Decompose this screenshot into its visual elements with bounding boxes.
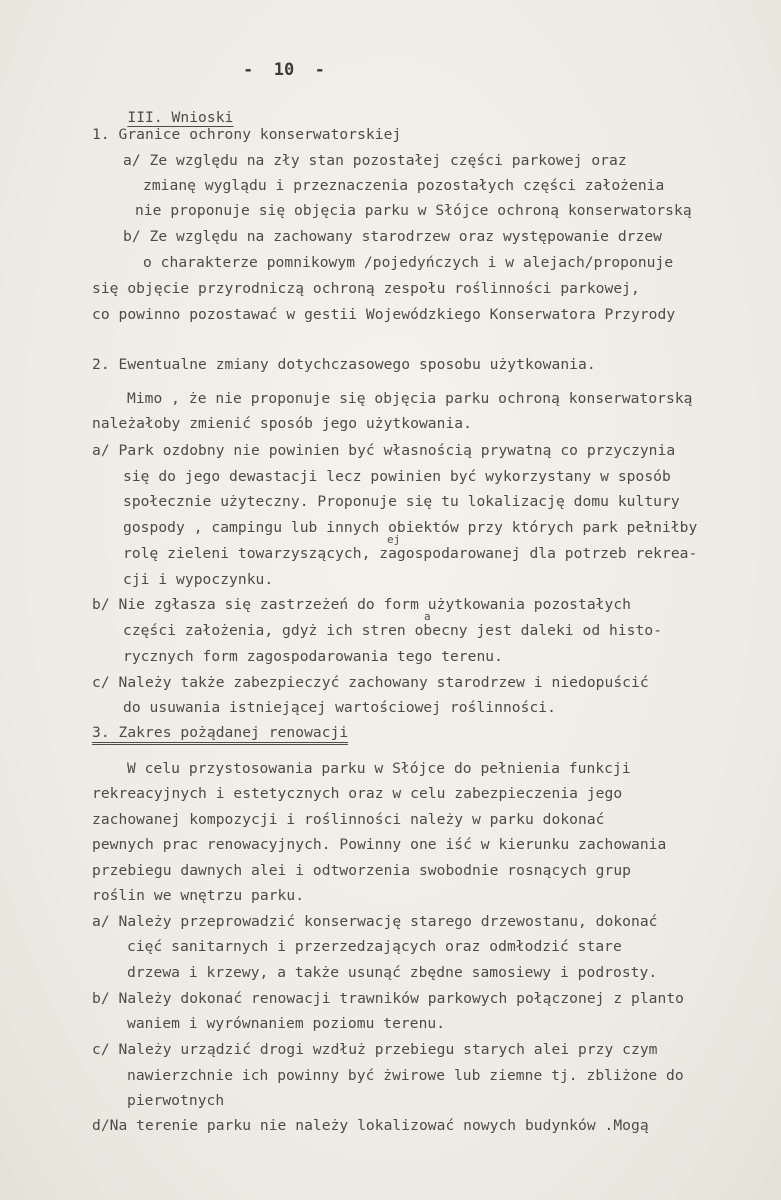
text-line-content: gospody , campingu lub innych obiektów przy których park pełniłby <box>123 519 698 536</box>
text-line <box>92 810 605 830</box>
text-line-content: się objęcie przyrodniczą ochroną zespołu roślinności parkowej, <box>92 280 640 297</box>
handwritten-correction: a <box>424 610 431 623</box>
text-line <box>92 1040 658 1060</box>
text-line <box>123 151 627 171</box>
text-line-content: należałoby zmienić sposób jego użytkowania. <box>92 415 472 432</box>
text-line-content: roślin we wnętrzu parku. <box>92 887 305 904</box>
text-line-content: cięć sanitarnych i przerzedzających oraz odmłodzić stare <box>127 938 622 955</box>
text-line <box>127 1066 684 1086</box>
text-line <box>92 784 622 804</box>
text-line-content: przebiegu dawnych alei i odtworzenia swobodnie rosnących grup <box>92 862 632 879</box>
text-line-content: rycznych form zagospodarowania tego terenu. <box>123 648 503 665</box>
text-line-content: c/ Należy także zabezpieczyć zachowany starodrzew i niedopuścić <box>92 674 649 691</box>
text-line-content: drzewa i krzewy, a także usunąć zbędne samosiewy i podrosty. <box>127 964 658 981</box>
text-line <box>123 570 273 590</box>
text-line-content: zmianę wyglądu i przeznaczenia pozostałych części założenia <box>143 177 665 194</box>
text-line-content: zachowanej kompozycji i roślinności należy w parku dokonać <box>92 811 605 828</box>
text-line <box>127 1014 445 1034</box>
handwritten-correction: ej <box>387 533 401 546</box>
text-line <box>123 518 697 538</box>
text-line <box>123 544 697 564</box>
text-line <box>123 621 662 641</box>
text-line-content: co powinno pozostawać w gestii Wojewódzkiego Konserwatora Przyrody <box>92 306 676 323</box>
text-line <box>92 441 675 461</box>
text-line-content: rekreacyjnych i estetycznych oraz w celu zabezpieczenia jego <box>92 785 623 802</box>
text-line <box>92 595 631 615</box>
text-line <box>92 305 675 325</box>
text-line-content: b/ Nie zgłasza się zastrzeżeń do form użytkowania pozostałych <box>92 596 632 613</box>
text-line-content: c/ Należy urządzić drogi wzdłuż przebiegu starych alei przy czym <box>92 1041 658 1058</box>
text-line-content: części założenia, gdyż ich stren obecny jest daleki od histo- <box>123 622 663 639</box>
text-line-content: cji i wypoczynku. <box>123 571 274 588</box>
text-line <box>135 201 692 221</box>
text-line <box>92 125 401 145</box>
text-line <box>123 467 671 487</box>
text-line <box>92 835 666 855</box>
text-line <box>123 647 503 667</box>
text-line-content: się do jego dewastacji lecz powinien być wykorzystany w sposób <box>123 468 671 485</box>
text-line <box>123 492 680 512</box>
text-line-content: rolę zieleni towarzyszących, zagospodarowanej dla potrzeb rekrea- <box>123 545 698 562</box>
text-line <box>92 989 684 1009</box>
text-line-content: b/ Należy dokonać renowacji trawników parkowych połączonej z planto <box>92 990 685 1007</box>
text-line-content: 2. Ewentualne zmiany dotychczasowego sposobu użytkowania. <box>92 356 596 373</box>
text-line <box>92 861 631 881</box>
text-line-content: o charakterze pomnikowym /pojedyńczych i w alejach/proponuje <box>143 254 674 271</box>
text-line <box>92 886 304 906</box>
text-line <box>127 963 657 983</box>
text-line <box>92 355 596 375</box>
text-line-content: W celu przystosowania parku w Słójce do pełnienia funkcji <box>127 760 631 777</box>
text-line <box>92 1116 649 1136</box>
text-line-content: a/ Park ozdobny nie powinien być własnością prywatną co przyczynia <box>92 442 676 459</box>
text-line <box>123 698 556 718</box>
text-line <box>127 1091 224 1111</box>
page-number: - 10 - <box>243 60 325 80</box>
text-line-content: a/ Ze względu na zły stan pozostałej części parkowej oraz <box>123 152 627 169</box>
text-line-content: Mimo , że nie proponuje się objęcia parku ochroną konserwatorską <box>127 390 693 407</box>
text-line-content: pewnych prac renowacyjnych. Powinny one iść w kierunku zachowania <box>92 836 667 853</box>
text-line <box>92 912 658 932</box>
text-line-content: nie proponuje się objęcia parku w Słójce ochroną konserwatorską <box>135 202 692 219</box>
section-title-text: III. Wnioski <box>127 109 234 126</box>
text-line <box>92 279 640 299</box>
text-line-content: 3. Zakres pożądanej renowacji <box>92 724 348 745</box>
text-line-content: do usuwania istniejącej wartościowej roślinności. <box>123 699 556 716</box>
text-line-content: waniem i wyrównaniem poziomu terenu. <box>127 1015 446 1032</box>
text-line <box>92 673 649 693</box>
text-line-content: d/Na terenie parku nie należy lokalizować nowych budynków .Mogą <box>92 1117 649 1134</box>
text-line <box>143 176 664 196</box>
text-line <box>127 389 693 409</box>
text-line <box>143 253 673 273</box>
text-line <box>127 759 631 779</box>
text-line <box>123 227 662 247</box>
text-line <box>92 414 472 434</box>
text-line-content: społecznie użyteczny. Proponuje się tu lokalizację domu kultury <box>123 493 680 510</box>
text-line-content: pierwotnych <box>127 1092 225 1109</box>
text-line <box>127 937 622 957</box>
text-line-content: nawierzchnie ich powinny być żwirowe lub ziemne tj. zbliżone do <box>127 1067 684 1084</box>
text-line-content: b/ Ze względu na zachowany starodrzew oraz występowanie drzew <box>123 228 663 245</box>
text-line-content: 1. Granice ochrony konserwatorskiej <box>92 126 402 143</box>
text-line <box>92 723 348 743</box>
text-line-content: a/ Należy przeprowadzić konserwację starego drzewostanu, dokonać <box>92 913 658 930</box>
